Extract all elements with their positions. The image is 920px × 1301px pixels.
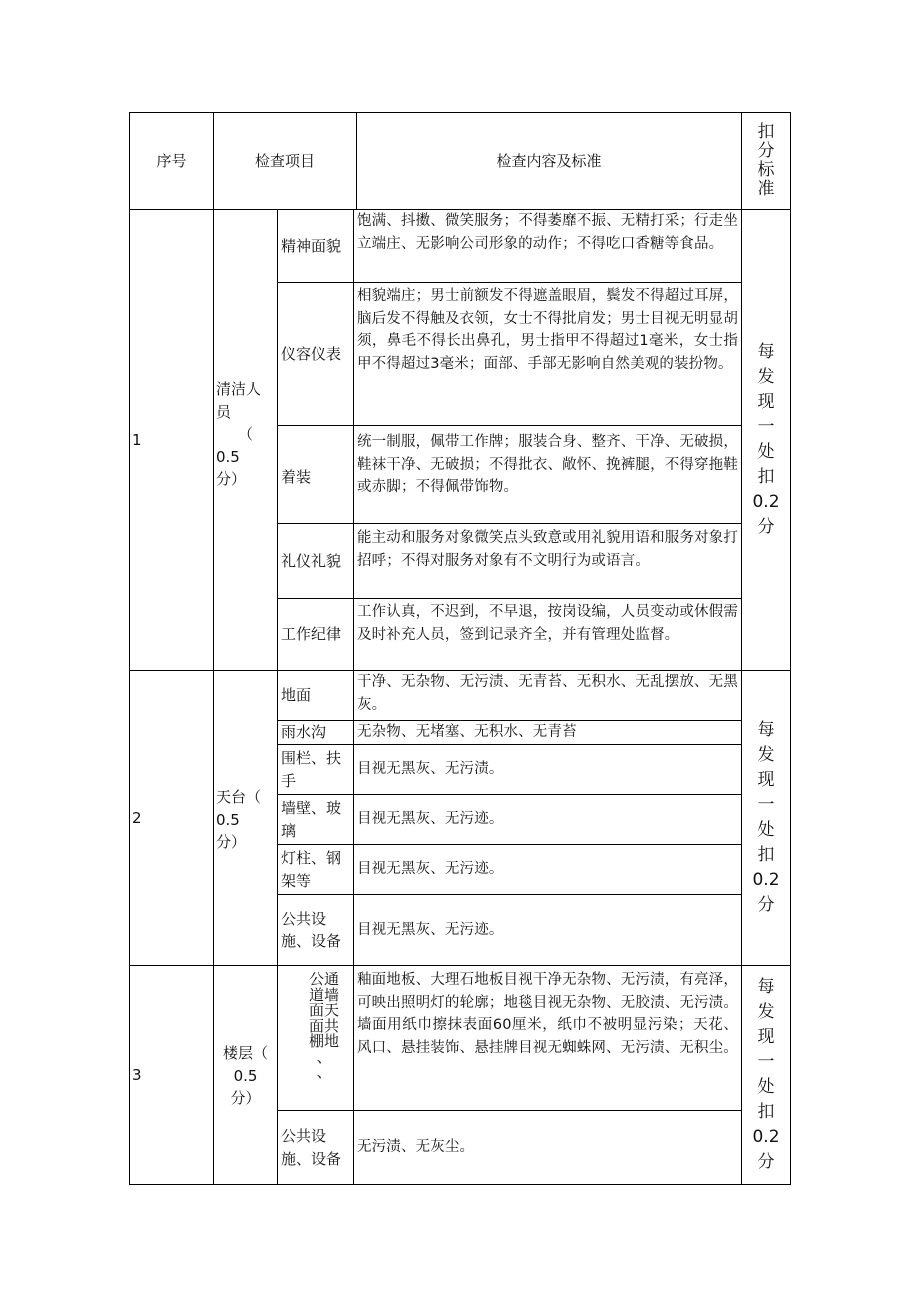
- category-line: （: [237, 425, 253, 443]
- header-seq: 序号: [156, 151, 187, 170]
- item-content: 目视无黑灰、无污迹。: [357, 811, 504, 828]
- item-content: 目视无黑灰、无污迹。: [357, 861, 504, 878]
- item-name: 灯柱、钢架等: [281, 849, 342, 890]
- item-name: [296, 972, 352, 1108]
- item-content: 统一制服，佩带工作牌；服装合身、整齐、干净、无破损，鞋袜干净、无破损；不得批衣、敞怀、挽裤腿，不得穿拖鞋或赤脚；不得佩带饰物。: [357, 434, 738, 495]
- item-name: 公共设施、设备: [281, 1127, 342, 1168]
- item-name-line: 面共: [308, 1016, 339, 1035]
- category-line: 清洁人: [216, 380, 262, 398]
- item-name-line: 棚地: [308, 1032, 339, 1050]
- category-label: [214, 378, 277, 508]
- item-name: 雨水沟: [281, 723, 327, 742]
- item-content: 相貌端庄；男士前额发不得遮盖眼眉，鬓发不得超过耳屏，脑后发不得触及衣领，女士不得批肩发；男士目视无明显胡须，鼻毛不得长出鼻孔，男士指甲不得超过1毫米，女士指甲不得超过3毫米；面部、手部无影响自然美观的装扮物。: [357, 288, 738, 372]
- deduct-standard: 每发现一处扣0.2分: [752, 977, 780, 1172]
- table-border: [790, 112, 791, 1185]
- item-content: 无杂物、无堵塞、无积水、无青苔: [357, 724, 577, 740]
- item-name: 工作纪律: [281, 625, 342, 644]
- item-content: 釉面地板、大理石地板目视干净无杂物、无污渍，有亮泽，可映出照明灯的轮廓；地毯目视无杂物、无胶渍、无污渍。墙面用纸巾擦抹表面60厘米，纸巾不被明显污染；天花、风口、悬挂装饰、悬挂牌目视无蜘蛛网、无污渍、无积尘。: [357, 972, 738, 1056]
- item-content: 工作认真，不迟到，不早退，按岗设编，人员变动或休假需及时补充人员，签到记录齐全，并有管理处监督。: [357, 604, 738, 643]
- item-name: 仪容仪表: [281, 345, 342, 363]
- deduct-standard: 每发现一处扣0.2分: [752, 720, 780, 915]
- row-seq: 2: [132, 808, 142, 827]
- category-line: 楼层（: [222, 1044, 268, 1062]
- item-name-line: 道墙: [308, 985, 339, 1004]
- table-border: [129, 1184, 791, 1185]
- item-name: 围栏、扶手: [281, 749, 342, 790]
- category-line: 员: [216, 402, 232, 421]
- category-line: 0.5: [216, 810, 240, 829]
- header-content: 检查内容及标准: [496, 151, 602, 170]
- item-content: 目视无黑灰、无污渍。: [357, 761, 504, 778]
- item-name: 公共设施、设备: [281, 909, 342, 950]
- item-name-line: 、: [316, 1047, 332, 1066]
- item-content: 饱满、抖擞、微笑服务；不得萎靡不振、无精打采；行走坐立端庄、无影响公司形象的动作；不得吃口香糖等食品。: [357, 213, 738, 252]
- item-name-line: 面天: [308, 1001, 339, 1019]
- category-line: 天台（: [216, 788, 262, 806]
- item-name: 着装: [281, 468, 312, 486]
- item-name: 礼仪礼貌: [281, 551, 342, 570]
- category-line: 0.5: [216, 447, 240, 466]
- header-deduct: 扣分标准: [757, 122, 775, 199]
- item-name: 地面: [281, 686, 312, 705]
- item-content: 无污渍、无灰尘。: [357, 1139, 475, 1156]
- row-seq: 1: [132, 430, 142, 449]
- item-name: 墙壁、玻璃: [281, 799, 342, 840]
- item-name-line: 、: [316, 1063, 332, 1081]
- category-label: [214, 786, 277, 866]
- category-line: 分）: [216, 470, 247, 488]
- category-label: [214, 1042, 277, 1122]
- category-line: 分）: [230, 1089, 261, 1107]
- item-content: 干净、无杂物、无污渍、无青苔、无积水、无乱摆放、无黑灰。: [357, 674, 738, 713]
- item-content: 能主动和服务对象微笑点头致意或用礼貌用语和服务对象打招呼；不得对服务对象有不文明行为或语言。: [357, 530, 738, 569]
- item-name: 精神面貌: [281, 236, 342, 255]
- deduct-standard: 每发现一处扣0.2分: [752, 342, 780, 537]
- item-name-line: 公通: [308, 972, 339, 988]
- category-line: 分）: [216, 833, 247, 851]
- item-content: 目视无黑灰、无污迹。: [357, 921, 504, 938]
- category-line: 0.5: [233, 1066, 258, 1085]
- header-item: 检查项目: [254, 151, 315, 170]
- row-seq: 3: [132, 1065, 142, 1084]
- table-border: [213, 112, 214, 1185]
